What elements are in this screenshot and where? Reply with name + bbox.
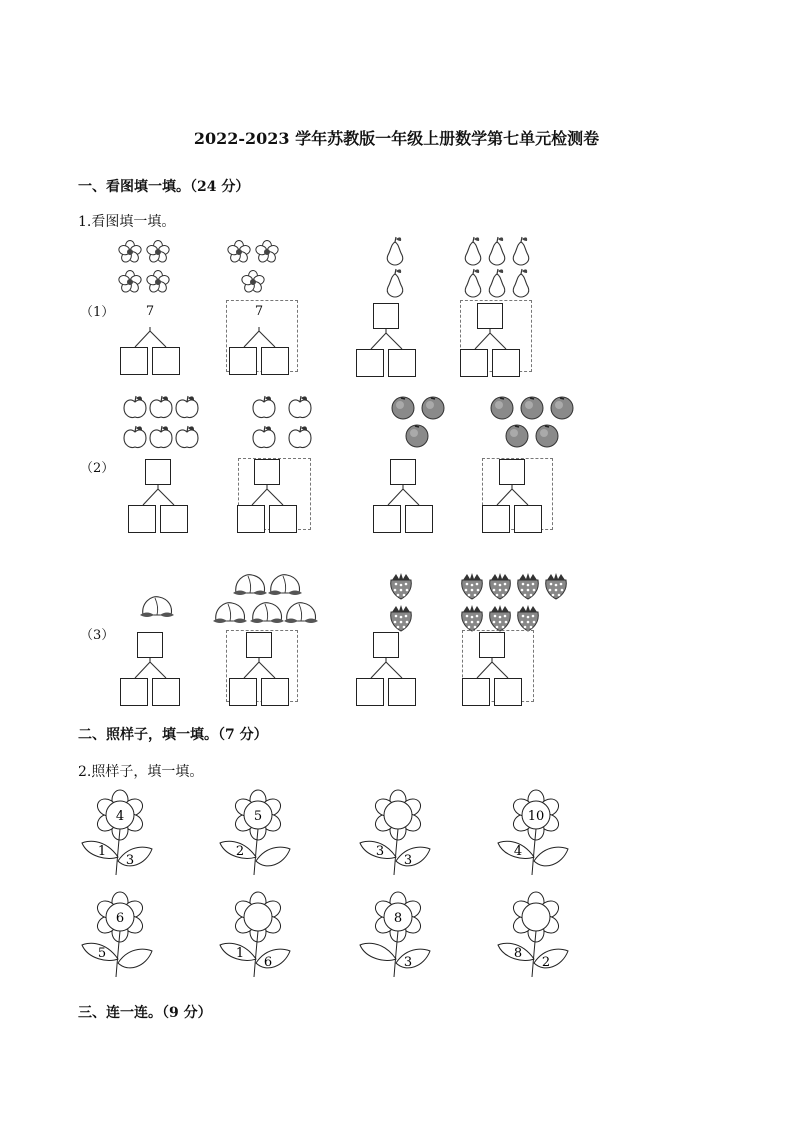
strawberry-icon [518,573,539,599]
flower-center-number: 6 [115,911,125,926]
strawberry-icon [518,605,539,631]
section-1-heading: 一、看图填一填。（24 分） [78,179,250,195]
flower-center-number: 10 [527,809,545,824]
flower-right-leaf-number: 2 [541,955,551,970]
number-flower [82,795,182,895]
section-3-heading: 三、连一连。（9 分） [78,1005,212,1021]
flower-center-number: 8 [393,911,403,926]
page-title: 2022-2023 学年苏教版一年级上册数学第七单元检测卷 [193,129,600,148]
flower-left-leaf-number: 1 [97,844,107,859]
flower-right-leaf-number: 3 [403,853,413,868]
flower-right-leaf-number: 3 [125,853,135,868]
flower-center-number: 4 [115,809,125,824]
section-2-heading: 二、照样子，填一填。（7 分） [78,727,268,743]
flower-right-leaf-number: 3 [403,955,413,970]
question-1-text: 1.看图填一填。 [78,214,176,230]
flower-left-leaf-number: 5 [97,946,107,961]
strawberry-icon [490,573,511,599]
row-label-1: （1） [80,305,115,320]
flower-left-leaf-number: 2 [235,844,245,859]
number-flower [498,897,598,997]
question-2-text: 2.照样子，填一填。 [78,764,204,780]
row-label-2: （2） [80,461,115,476]
flower-left-leaf-number: 3 [375,844,385,859]
flower-left-leaf-number: 4 [513,844,523,859]
flower-left-leaf-number: 8 [513,946,523,961]
flower-center-number: 5 [253,809,263,824]
answer-box-total[interactable] [479,632,505,658]
number-flower [220,795,320,895]
number-flower [360,897,460,997]
number-flower [82,897,182,997]
strawberry-icon [490,605,511,631]
number-flower [498,795,598,895]
flower-right-leaf-number: 6 [263,955,273,970]
answer-box-left[interactable] [462,678,490,706]
number-flower [360,795,460,895]
total-number: 7 [254,304,264,319]
strawberry-icon [462,573,483,599]
answer-box-right[interactable] [494,678,522,706]
flower-left-leaf-number: 1 [235,946,245,961]
strawberry-icon [462,605,483,631]
total-number: 7 [145,304,155,319]
number-flower [220,897,320,997]
row-label-3: （3） [80,628,115,643]
strawberry-icon [546,573,567,599]
